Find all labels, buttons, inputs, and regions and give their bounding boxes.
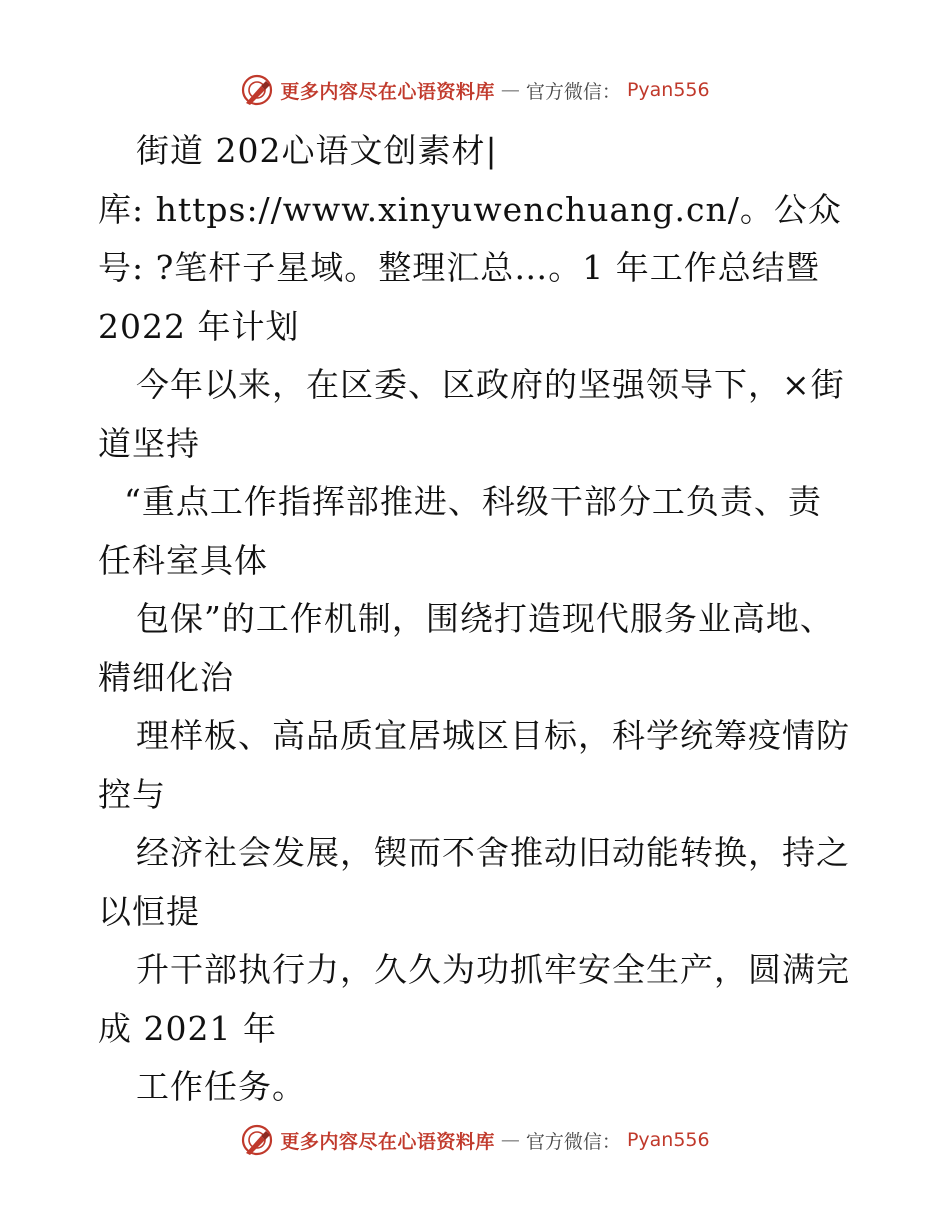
- banner-main-text: 更多内容尽在心语资料库: [280, 80, 495, 103]
- banner-wechat-label: 官方微信：: [525, 80, 621, 103]
- banner-dash: —: [500, 79, 520, 101]
- banner-wechat-label: 官方微信：: [525, 1130, 621, 1153]
- banner-dash: —: [500, 1129, 520, 1151]
- doc-line: 成 2021 年: [98, 1008, 277, 1048]
- header-banner: [0, 70, 950, 110]
- doc-line: 道坚持: [98, 423, 200, 463]
- doc-line: 升干部执行力，久久为功抓牢安全生产，圆满完: [136, 950, 850, 989]
- doc-line: 库: https://www.xinyuwenchuang.cn/。公众: [98, 189, 842, 229]
- doc-line: 街道 202心语文创素材|: [136, 131, 498, 170]
- doc-line: 以恒提: [98, 891, 200, 931]
- doc-line: 包保”的工作机制，围绕打造现代服务业高地、: [136, 599, 834, 638]
- doc-line: 经济社会发展，锲而不舍推动旧动能转换，持之: [136, 833, 850, 872]
- doc-line: 工作任务。: [136, 1067, 306, 1106]
- doc-line: “重点工作指挥部推进、科级干部分工负责、责: [124, 482, 822, 521]
- doc-line: 任科室具体: [98, 540, 268, 580]
- banner-main-text: 更多内容尽在心语资料库: [280, 1130, 495, 1153]
- document-body: [98, 122, 858, 1117]
- pen-logo-icon: [240, 73, 274, 107]
- footer-banner: [0, 1120, 950, 1160]
- doc-line: 理样板、高品质宜居城区目标，科学统筹疫情防: [136, 716, 850, 755]
- doc-line: 精细化治: [98, 657, 234, 697]
- doc-line: 控与: [98, 774, 166, 814]
- banner-wechat-id: Pyan556: [626, 79, 710, 101]
- doc-line: 今年以来，在区委、区政府的坚强领导下，×街: [136, 365, 845, 404]
- doc-line: 2022 年计划: [98, 306, 300, 346]
- banner-wechat-id: Pyan556: [626, 1129, 710, 1151]
- doc-line: 号: ?笔杆子星域。整理汇总…。1 年工作总结暨: [98, 248, 820, 287]
- pen-logo-icon: [240, 1123, 274, 1157]
